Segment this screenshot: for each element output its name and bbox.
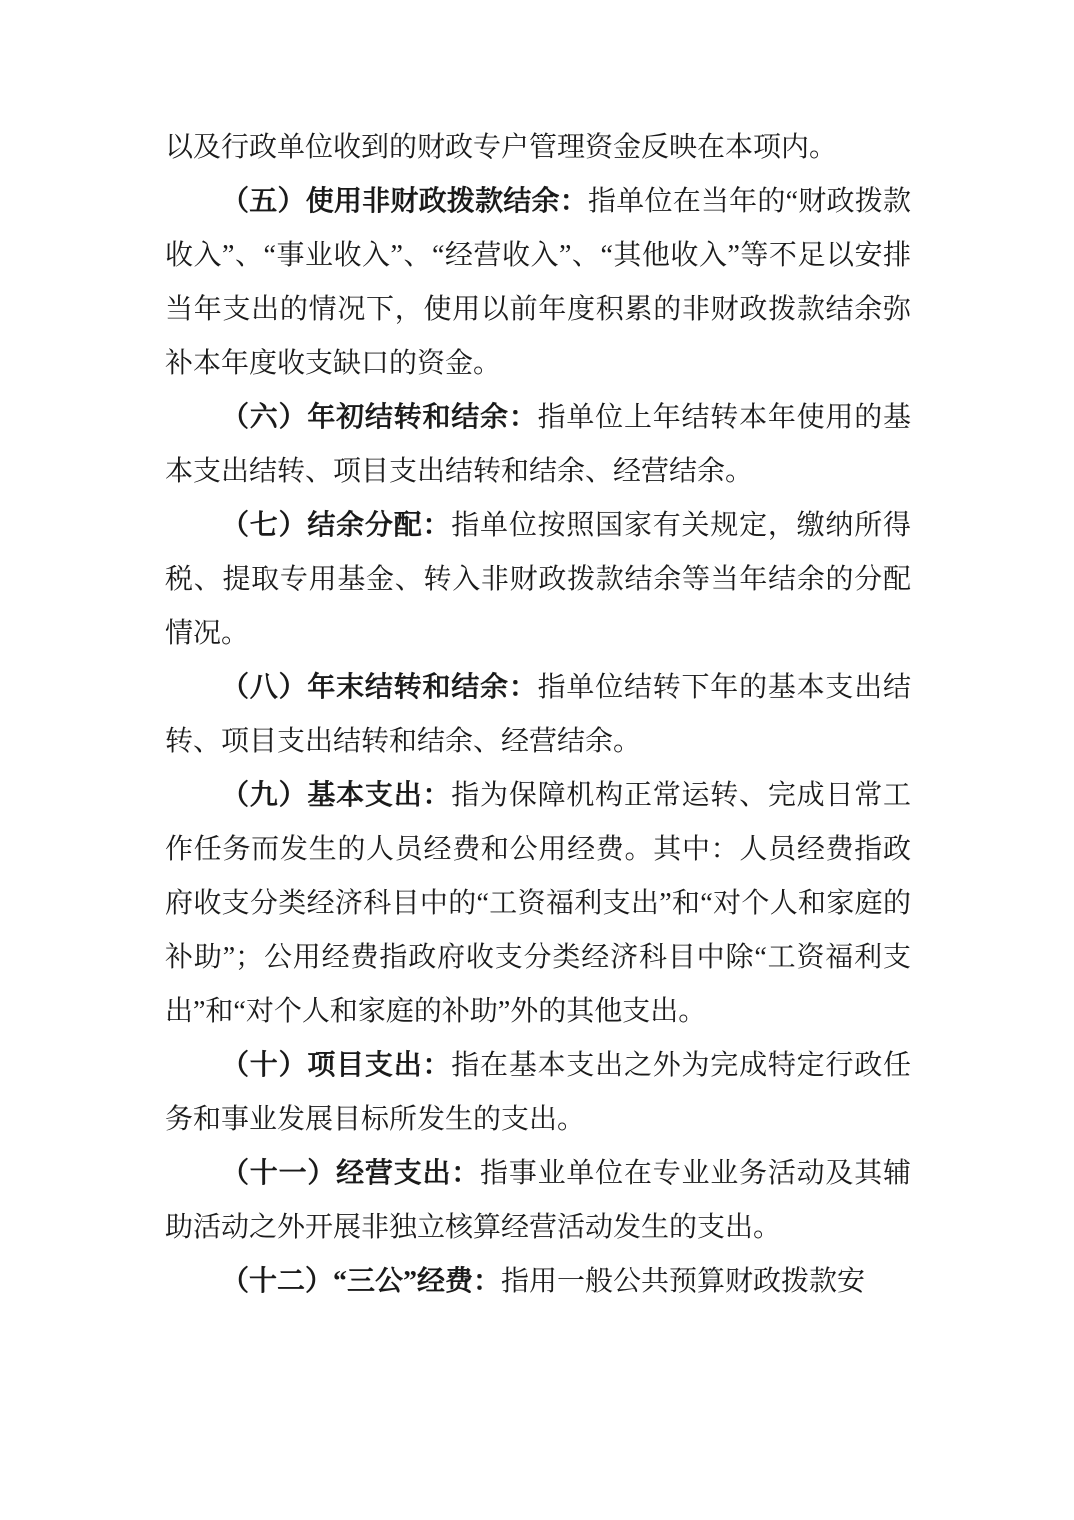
paragraph-continuation [165, 121, 911, 175]
paragraph-item-7 [165, 499, 911, 661]
paragraph-item-6 [165, 391, 911, 499]
term-heading: （八）年末结转和结余： [221, 672, 538, 703]
term-heading: （六）年初结转和结余： [221, 402, 538, 433]
paragraph-item-12 [165, 1255, 911, 1309]
term-heading: （七）结余分配： [221, 510, 452, 541]
paragraph-text: 指事业单位在专业业务活动及其辅助活动之外开展非独立核算经营活动发生的支出。 [165, 1158, 911, 1243]
paragraph-text: 以及行政单位收到的财政专户管理资金反映在本项内。 [165, 132, 838, 163]
term-heading: （五）使用非财政拨款结余： [221, 186, 589, 217]
paragraph-text: 指单位按照国家有关规定，缴纳所得税、提取专用基金、转入非财政拨款结余等当年结余的分配情况。 [165, 510, 911, 649]
paragraph-text: 指在基本支出之外为完成特定行政任务和事业发展目标所发生的支出。 [165, 1050, 911, 1135]
term-heading: （十二）“三公”经费： [221, 1266, 502, 1297]
paragraph-text: 指为保障机构正常运转、完成日常工作任务而发生的人员经费和公用经费。其中：人员经费指政府收支分类经济科目中的“工资福利支出”和“对个人和家庭的补助”；公用经费指政府收支分类经济科目中除“工资福利支出”和“对个人和家庭的补助”外的其他支出。 [165, 780, 911, 1027]
paragraph-text: 指用一般公共预算财政拨款安 [501, 1266, 866, 1297]
paragraph-item-8 [165, 661, 911, 769]
paragraph-item-5 [165, 175, 911, 391]
paragraph-item-11 [165, 1147, 911, 1255]
paragraph-item-9 [165, 769, 911, 1039]
term-heading: （九）基本支出： [221, 780, 452, 811]
paragraph-text: 指单位上年结转本年使用的基本支出结转、项目支出结转和结余、经营结余。 [165, 402, 911, 487]
paragraph-item-10 [165, 1039, 911, 1147]
term-heading: （十一）经营支出： [221, 1158, 481, 1189]
term-heading: （十）项目支出： [221, 1050, 452, 1081]
document-body [165, 121, 911, 1309]
paragraph-text: 指单位在当年的“财政拨款收入”、“事业收入”、“经营收入”、“其他收入”等不足以安排当年支出的情况下，使用以前年度积累的非财政拨款结余弥补本年度收支缺口的资金。 [165, 186, 911, 379]
paragraph-text: 指单位结转下年的基本支出结转、项目支出结转和结余、经营结余。 [165, 672, 911, 757]
